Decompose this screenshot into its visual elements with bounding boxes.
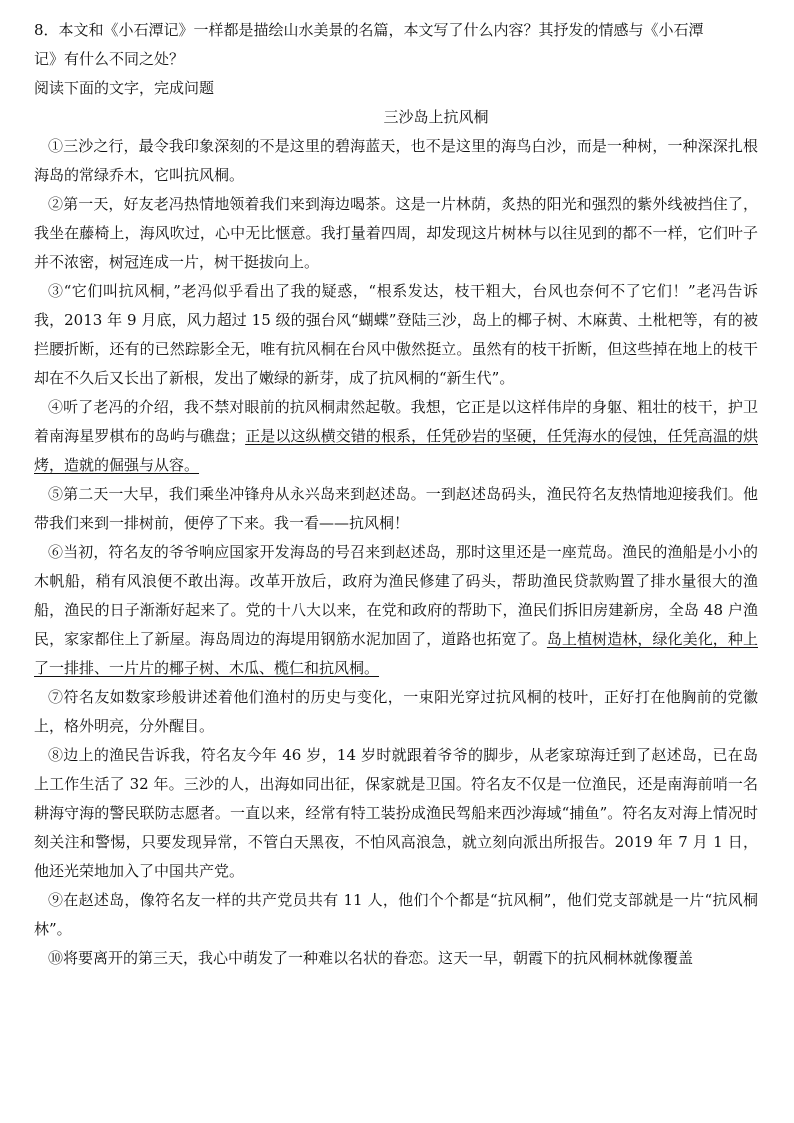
paragraph-4-underlined-sentence: 正是以这纵横交错的根系，任凭砂岩的坚硬，任凭海水的侵蚀，任凭高温的烘烤，造就的倔强与从容。 [34, 427, 758, 474]
paragraph-3: ③“它们叫抗风桐，”老冯似乎看出了我的疑惑，“根系发达，枝干粗大，台风也奈何不了它们！”老冯告诉我，2013 年 9 月底，风力超过 15 级的强台风“蝴蝶”登陆三沙，岛上的椰子树、木麻黄、土枇杷等，有的被拦腰折断，还有的已然踪影全无，唯有抗风桐在台风中傲然挺立。虽然有的枝干折断，但这些掉在地上的枝干却在不久后又长出了新根，发出了嫩绿的新芽，成了抗风桐的“新生代”。 [34, 282, 758, 387]
paragraph-10: ⑩将要离开的第三天，我心中萌发了一种难以名状的眷恋。这天一早，朝霞下的抗风桐林就像覆盖 [48, 949, 694, 967]
paragraph-9: ⑨在赵述岛，像符名友一样的共产党员共有 11 人，他们个个都是“抗风桐”，他们党支部就是一片“抗风桐林”。 [34, 891, 758, 938]
paragraph-8: ⑧边上的渔民告诉我，符名友今年 46 岁，14 岁时就跟着爷爷的脚步，从老家琼海迁到了赵述岛，已在岛上工作生活了 32 年。三沙的人，出海如同出征，保家就是卫国。符名友不仅是一位渔民，还是南海前哨一名耕海守海的警民联防志愿者。一直以来，经常有特工装扮成渔民驾船来西沙海域“捕鱼”。符名友对海上情况时刻关注和警惕，只要发现异常，不管白天黑夜，不怕风高浪急，就立刻向派出所报告。2019 年 7 月 1 日，他还光荣地加入了中国共产党。 [34, 746, 758, 880]
paragraph-1: ①三沙之行，最令我印象深刻的不是这里的碧海蓝天，也不是这里的海鸟白沙，而是一种树，一种深深扎根海岛的常绿乔木，它叫抗风桐。 [34, 137, 758, 184]
question-8-line-2: 记》有什么不同之处？ [34, 50, 185, 68]
article-title: 三沙岛上抗风桐 [383, 108, 489, 126]
question-8-line-1: 8．本文和《小石潭记》一样都是描绘山水美景的名篇，本文写了什么内容？其抒发的情感与《小石潭 [34, 21, 704, 39]
paragraph-6-underlined-sentence: 岛上植树造林，绿化美化，种上了一排排、一片片的椰子树、木瓜、榄仁和抗风桐。 [34, 630, 758, 677]
paragraph-4 [34, 393, 758, 480]
paragraph-5: ⑤第二天一大早，我们乘坐冲锋舟从永兴岛来到赵述岛。一到赵述岛码头，渔民符名友热情地迎接我们。他带我们来到一排树前，便停了下来。我一看——抗风桐！ [34, 485, 758, 532]
paragraph-2: ②第一天，好友老冯热情地领着我们来到海边喝茶。这是一片林荫，炙热的阳光和强烈的紫外线被挡住了，我坐在藤椅上，海风吹过，心中无比惬意。我打量着四周，却发现这片树林与以往见到的都不一样，它们叶子并不浓密，树冠连成一片，树干挺拔向上。 [34, 195, 758, 271]
document-page [34, 16, 758, 973]
reading-instruction: 阅读下面的文字，完成问题 [34, 79, 215, 97]
paragraph-6 [34, 538, 758, 683]
paragraph-7: ⑦符名友如数家珍般讲述着他们渔村的历史与变化，一束阳光穿过抗风桐的枝叶，正好打在他胸前的党徽上，格外明亮，分外醒目。 [34, 688, 758, 735]
paragraph-4-text: ④听了老冯的介绍，我不禁对眼前的抗风桐肃然起敬。我想，它正是以这样伟岸的身躯、粗壮的枝干，护卫着南海星罗棋布的岛屿与礁盘； [34, 398, 758, 445]
paragraph-6-text: ⑥当初，符名友的爷爷响应国家开发海岛的号召来到赵述岛，那时这里还是一座荒岛。渔民的渔船是小小的木帆船，稍有风浪便不敢出海。改革开放后，政府为渔民修建了码头，帮助渔民贷款购置了排水量很大的渔船，渔民的日子渐渐好起来了。党的十八大以来，在党和政府的帮助下，渔民们拆旧房建新房，全岛 48 户渔民，家家都住上了新屋。海岛周边的海堤用钢筋水泥加固了，道路也拓宽了。 [34, 543, 758, 648]
